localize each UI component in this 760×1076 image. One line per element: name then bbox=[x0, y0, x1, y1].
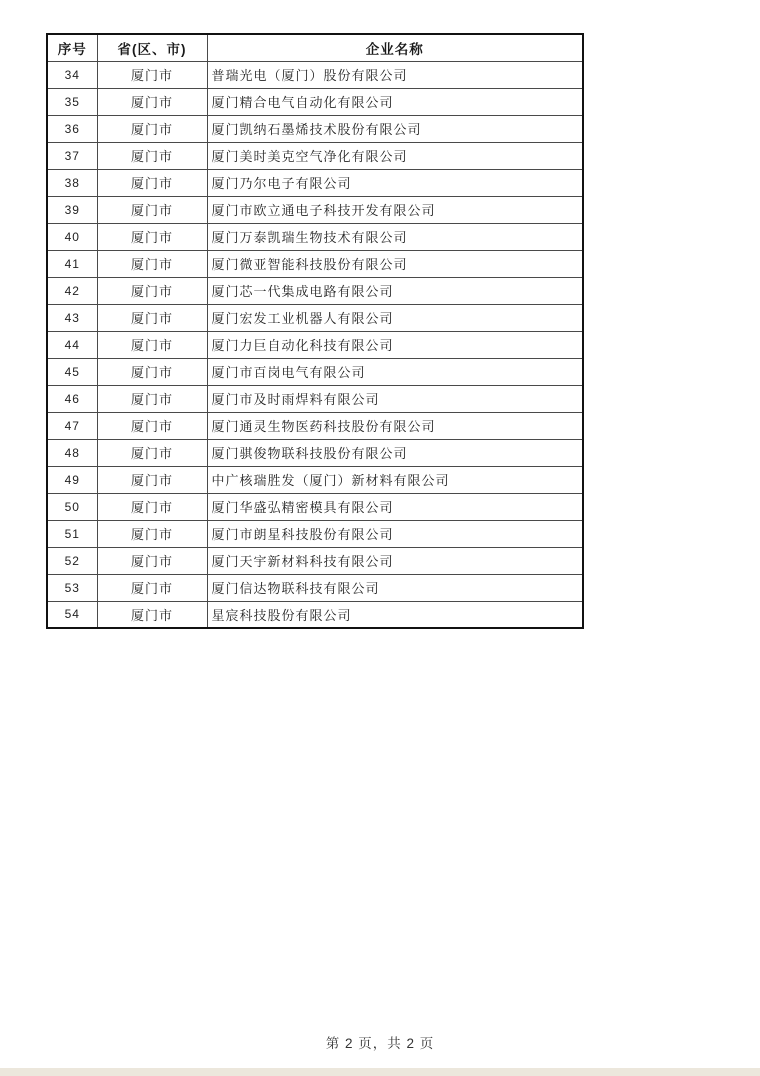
row-serial-number: 41 bbox=[47, 250, 97, 277]
row-company-name: 厦门微亚智能科技股份有限公司 bbox=[207, 250, 583, 277]
row-company-name: 厦门万泰凯瑞生物技术有限公司 bbox=[207, 223, 583, 250]
table-body bbox=[47, 61, 583, 628]
row-province: 厦门市 bbox=[97, 547, 207, 574]
row-company-name: 厦门通灵生物医药科技股份有限公司 bbox=[207, 412, 583, 439]
table-row bbox=[47, 277, 583, 304]
row-serial-number: 34 bbox=[47, 61, 97, 88]
row-company-name: 厦门美时美克空气净化有限公司 bbox=[207, 142, 583, 169]
row-province: 厦门市 bbox=[97, 358, 207, 385]
row-company-name: 厦门市及时雨焊料有限公司 bbox=[207, 385, 583, 412]
row-serial-number: 39 bbox=[47, 196, 97, 223]
row-company-name: 星宸科技股份有限公司 bbox=[207, 601, 583, 628]
row-company-name: 厦门骐俊物联科技股份有限公司 bbox=[207, 439, 583, 466]
row-serial-number: 36 bbox=[47, 115, 97, 142]
row-company-name: 厦门乃尔电子有限公司 bbox=[207, 169, 583, 196]
row-province: 厦门市 bbox=[97, 250, 207, 277]
header-province: 省(区、市) bbox=[97, 34, 207, 61]
row-serial-number: 46 bbox=[47, 385, 97, 412]
row-serial-number: 37 bbox=[47, 142, 97, 169]
table-row bbox=[47, 385, 583, 412]
table-row bbox=[47, 493, 583, 520]
header-serial-number: 序号 bbox=[47, 34, 97, 61]
table-row bbox=[47, 304, 583, 331]
row-province: 厦门市 bbox=[97, 385, 207, 412]
row-province: 厦门市 bbox=[97, 142, 207, 169]
row-province: 厦门市 bbox=[97, 466, 207, 493]
row-company-name: 厦门力巨自动化科技有限公司 bbox=[207, 331, 583, 358]
row-province: 厦门市 bbox=[97, 277, 207, 304]
row-serial-number: 52 bbox=[47, 547, 97, 574]
row-serial-number: 44 bbox=[47, 331, 97, 358]
row-company-name: 厦门市欧立通电子科技开发有限公司 bbox=[207, 196, 583, 223]
row-province: 厦门市 bbox=[97, 439, 207, 466]
row-province: 厦门市 bbox=[97, 223, 207, 250]
row-province: 厦门市 bbox=[97, 169, 207, 196]
row-serial-number: 54 bbox=[47, 601, 97, 628]
row-province: 厦门市 bbox=[97, 520, 207, 547]
table-row bbox=[47, 169, 583, 196]
table-row bbox=[47, 196, 583, 223]
table-row bbox=[47, 547, 583, 574]
row-province: 厦门市 bbox=[97, 493, 207, 520]
row-serial-number: 45 bbox=[47, 358, 97, 385]
row-serial-number: 40 bbox=[47, 223, 97, 250]
table-row bbox=[47, 115, 583, 142]
table-row bbox=[47, 358, 583, 385]
table-row bbox=[47, 439, 583, 466]
row-serial-number: 38 bbox=[47, 169, 97, 196]
table-row bbox=[47, 88, 583, 115]
table-row bbox=[47, 574, 583, 601]
row-serial-number: 48 bbox=[47, 439, 97, 466]
row-serial-number: 53 bbox=[47, 574, 97, 601]
row-serial-number: 49 bbox=[47, 466, 97, 493]
page-bottom-strip bbox=[0, 1068, 760, 1076]
row-province: 厦门市 bbox=[97, 574, 207, 601]
row-serial-number: 35 bbox=[47, 88, 97, 115]
table-row bbox=[47, 601, 583, 628]
page-indicator: 第 2 页，共 2 页 bbox=[325, 1036, 435, 1051]
row-serial-number: 51 bbox=[47, 520, 97, 547]
row-serial-number: 50 bbox=[47, 493, 97, 520]
table-row bbox=[47, 331, 583, 358]
row-province: 厦门市 bbox=[97, 196, 207, 223]
row-company-name: 厦门芯一代集成电路有限公司 bbox=[207, 277, 583, 304]
row-company-name: 中广核瑞胜发（厦门）新材料有限公司 bbox=[207, 466, 583, 493]
table-row bbox=[47, 223, 583, 250]
company-table bbox=[46, 33, 584, 629]
row-company-name: 厦门信达物联科技有限公司 bbox=[207, 574, 583, 601]
row-company-name: 厦门天宇新材料科技有限公司 bbox=[207, 547, 583, 574]
row-company-name: 厦门华盛弘精密模具有限公司 bbox=[207, 493, 583, 520]
row-serial-number: 43 bbox=[47, 304, 97, 331]
row-province: 厦门市 bbox=[97, 601, 207, 628]
row-company-name: 厦门宏发工业机器人有限公司 bbox=[207, 304, 583, 331]
table-row bbox=[47, 466, 583, 493]
row-serial-number: 47 bbox=[47, 412, 97, 439]
table-row bbox=[47, 520, 583, 547]
row-province: 厦门市 bbox=[97, 304, 207, 331]
row-province: 厦门市 bbox=[97, 88, 207, 115]
row-company-name: 厦门市百岗电气有限公司 bbox=[207, 358, 583, 385]
row-province: 厦门市 bbox=[97, 61, 207, 88]
row-province: 厦门市 bbox=[97, 412, 207, 439]
row-company-name: 厦门凯纳石墨烯技术股份有限公司 bbox=[207, 115, 583, 142]
table-row bbox=[47, 61, 583, 88]
header-company-name: 企业名称 bbox=[207, 34, 583, 61]
table-row bbox=[47, 250, 583, 277]
table-row bbox=[47, 142, 583, 169]
row-company-name: 厦门市朗星科技股份有限公司 bbox=[207, 520, 583, 547]
row-province: 厦门市 bbox=[97, 115, 207, 142]
table-row bbox=[47, 412, 583, 439]
row-company-name: 普瑞光电（厦门）股份有限公司 bbox=[207, 61, 583, 88]
row-province: 厦门市 bbox=[97, 331, 207, 358]
row-company-name: 厦门精合电气自动化有限公司 bbox=[207, 88, 583, 115]
row-serial-number: 42 bbox=[47, 277, 97, 304]
table-header-row bbox=[47, 34, 583, 61]
